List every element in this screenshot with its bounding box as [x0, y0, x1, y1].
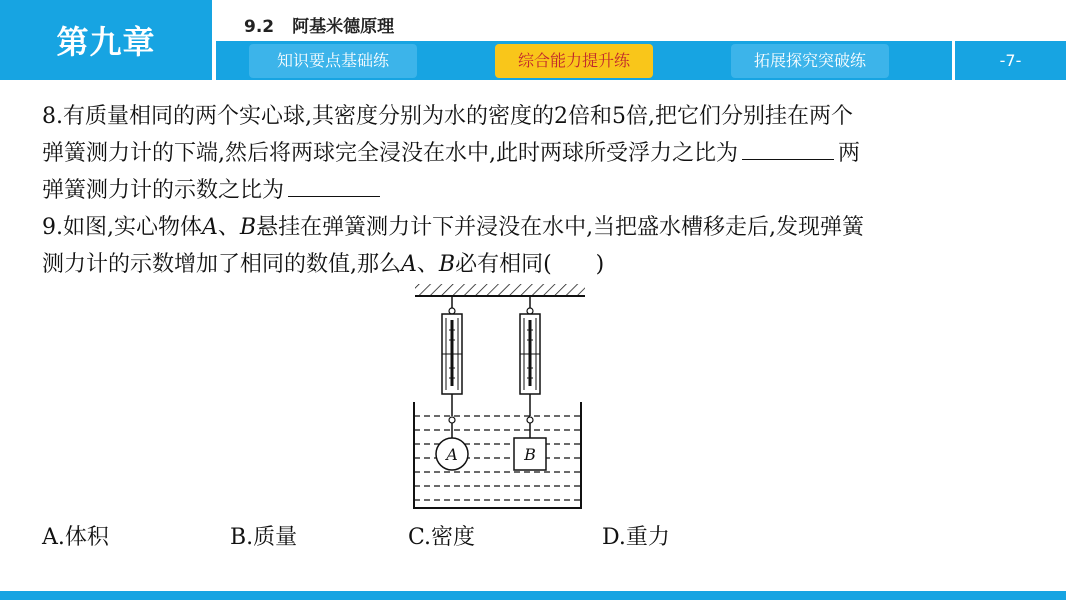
q8-line1: 8.有质量相同的两个实心球,其密度分别为水的密度的2倍和5倍,把它们分别挂在两个 — [42, 104, 853, 129]
q9-var-b2: B — [438, 252, 456, 277]
option-d[interactable]: D.重力 — [602, 525, 670, 550]
tab-extension-practice[interactable]: 拓展探究突破练 — [731, 44, 889, 78]
section-title: 阿基米德原理 — [292, 17, 395, 37]
q9-sep2: 、 — [416, 252, 439, 277]
spring-scale-left — [442, 296, 462, 438]
tab-comprehensive-practice[interactable]: 综合能力提升练 — [495, 44, 653, 78]
page-number: -7- — [955, 41, 1066, 80]
q9-text-line2: 测力计的示数增加了相同的数值,那么 — [42, 252, 401, 277]
q9-text-line2-end: 必有相同( ) — [455, 252, 605, 277]
option-a[interactable]: A.体积 — [42, 525, 109, 550]
question-9 — [42, 209, 1042, 283]
q9-var-a: A — [201, 215, 218, 240]
tab-basic-practice[interactable]: 知识要点基础练 — [249, 44, 417, 78]
answer-blank-1[interactable] — [742, 137, 834, 160]
q8-line2: 弹簧测力计的下端,然后将两球完全浸没在水中,此时两球所受浮力之比为 — [42, 141, 738, 166]
spring-scale-right — [520, 296, 540, 438]
question-8 — [42, 98, 1042, 209]
chapter-title: 第九章 — [0, 0, 212, 80]
option-c[interactable]: C.密度 — [408, 525, 476, 550]
q8-line2-end: 两 — [838, 141, 861, 166]
q8-line3: 弹簧测力计的示数之比为 — [42, 178, 285, 203]
footer-bar — [0, 591, 1066, 600]
section-number: 9.2 — [244, 17, 275, 37]
q9-sep: 、 — [217, 215, 240, 240]
option-b[interactable]: B.质量 — [230, 525, 298, 550]
answer-blank-2[interactable] — [288, 174, 380, 197]
block-b-label: B — [524, 445, 536, 464]
q9-var-a2: A — [401, 252, 417, 277]
section-heading — [244, 12, 394, 37]
q9-text-start: 9.如图,实心物体 — [42, 215, 202, 240]
question-content — [42, 98, 1042, 283]
q9-text-line1: 悬挂在弹簧测力计下并浸没在水中,当把盛水槽移走后,发现弹簧 — [256, 215, 865, 240]
q9-var-b: B — [239, 215, 257, 240]
ball-a-label: A — [446, 445, 458, 464]
ceiling-hatch — [415, 284, 585, 296]
spring-scale-figure — [400, 280, 600, 520]
